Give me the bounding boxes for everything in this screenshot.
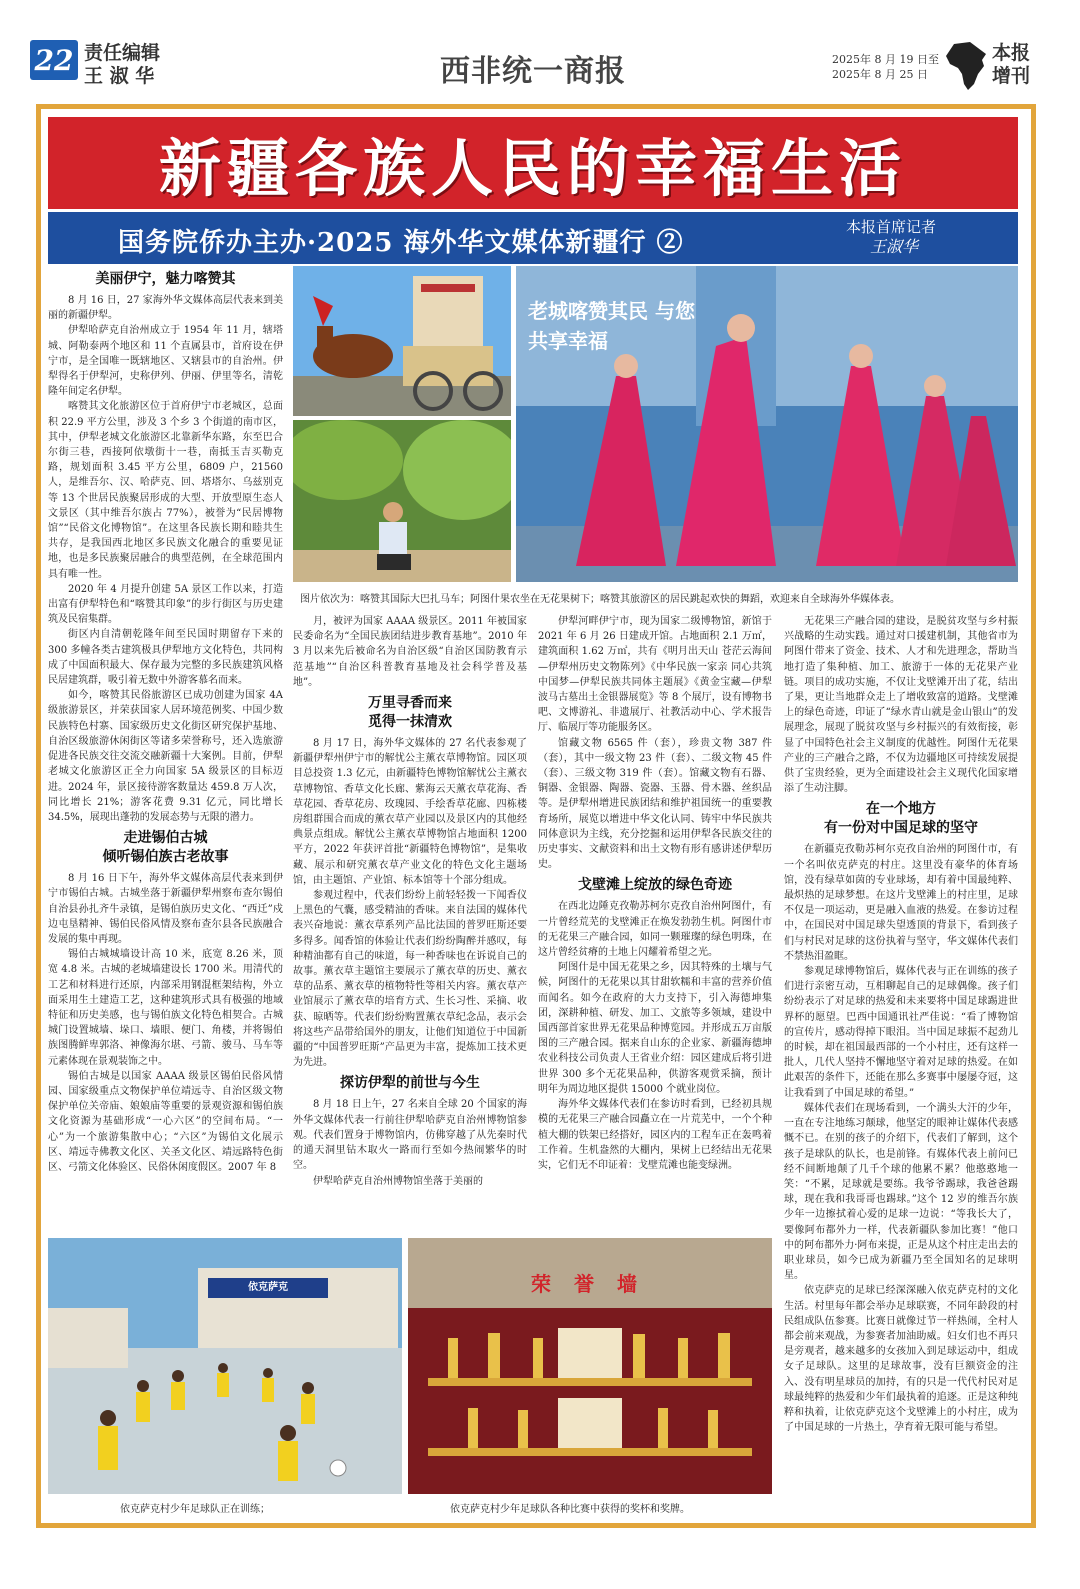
paragraph: 媒体代表们在现场看到，一个满头大汗的少年，一直在专注地练习颠球，他坚定的眼神让媒体代表感慨不已。在别的孩子的介绍下，代表们了解到，这个孩子是球队的队长，也是前锋。有媒体代表上前问已经不间断地颠了几千个球的他累不累？他憨憨地一笑：“不累，足球就是要练。我爷爷踢球，我爸爸踢球，现在我和我哥哥也踢球。”这个 12 岁的维吾尔族少年一边擦拭着心爱的足球一边说：“等我长大了，要像阿布都外力一样，代表新疆队参加比赛！”他口中的阿布都外力·阿布来提，正是从这个村庄走出去的职业球员，如今已成为新疆乃至全国知名的足球明星。 bbox=[784, 1102, 1018, 1282]
caption-bottom-left: 依克萨克村少年足球队正在训练； bbox=[120, 1504, 270, 1515]
reporter-label: 本报首席记者 bbox=[846, 218, 937, 236]
section-heading: 在一个地方 bbox=[866, 801, 936, 818]
paragraph: 月，被评为国家 AAAA 级景区。2011 年被国家民委命名为“全国民族团结进步教育基地”。2010 年 3 月以来先后被命名为自治区级“自治区国防教育示范基地”“自治区科普教育基地及社会科学普及基地”。 bbox=[293, 616, 527, 688]
photo-fig-farmer bbox=[293, 420, 511, 582]
paragraph: 锡伯古城城墙设计高 10 米，底宽 8.26 米，顶宽 4.8 米。古城的老城墙建设长 1700 米。用清代的工艺和材料进行还原，内部采用钢混框架结构，外立面采用生土建造工艺，这种建筑形式具有极强的地域特征和历史美感，也与锡伯族文化特色相契合。古城城门设置城墙、垛口、墙眼、便门、角楼，并将锡伯族图腾鲜卑郭洛、神像海尔堪、弓箭、骏马、马车等元素体现在景观装饰之中。 bbox=[48, 949, 283, 1067]
paragraph: 伊犁哈萨克自治州成立于 1954 年 11 月，辖塔城、阿勒泰两个地区和 11 个直属县市，首府设在伊宁市，是全国唯一既辖地区、又辖县市的自治州。伊犁得名于伊犁河，史称伊列、伊丽、伊里等名，清乾隆年间定名伊犁。 bbox=[48, 325, 283, 398]
page-number: 22 bbox=[30, 40, 78, 80]
paragraph: 街区内自清朝乾隆年间至民国时期留存下来的 300 多幢各类古建筑极具伊犁地方文化特色，共同构成了中国面积最大、保存最为完整的多民族建筑风格民居建筑群，吸引着无数中外游客慕名而来。 bbox=[48, 629, 283, 687]
africa-map-icon bbox=[944, 40, 988, 92]
photo-sign-text: 老城喀赞其民 与您共享幸福 bbox=[528, 299, 695, 353]
section-heading: 觅得一抹清欢 bbox=[368, 714, 452, 731]
subtitle-banner bbox=[48, 212, 1018, 264]
paragraph: 参观过程中，代表们纷纷上前轻轻拨一下闻香仪上黑色的气囊，感受精油的香味。来自法国的媒体代表兴奋地说：薰衣草系列产品比法国的普罗旺斯还要多得多。闻香馆的体验让代表们纷纷陶醉并感叹，每种精油都有自己的味道，每一种香味也在诉说自己的故事。薰衣草主题馆主要展示了薰衣草的历史、薰衣草的品系、薰衣草的植物特性等相关内容。薰衣草产业馆展示了薰衣草的培育方式、生长习性、采摘、收获、晾晒等。代表们纷纷购置薰衣草纪念品，表示会将这些产品带给国外的朋友，让他们知道位于中国新疆的“中国普罗旺斯”产品更为丰富，提炼加工技术更为先进。 bbox=[293, 890, 527, 1069]
section-heading: 走进锡伯古城 bbox=[123, 830, 208, 847]
editor-block bbox=[84, 42, 160, 88]
paragraph: 8 月 18 日上午，27 名来自全球 20 个国家的海外华文媒体代表一行前往伊犁哈萨克自治州博物馆参观。代表们置身于博物馆内，仿佛穿越了从先秦时代的通天洞里钻木取火一路而行至如今热闹繁华的时空。 bbox=[293, 1099, 527, 1172]
section-heading: 有一份对中国足球的坚守 bbox=[824, 820, 978, 837]
date-end: 2025年 8 月 25 日 bbox=[832, 68, 928, 81]
paragraph: 馆藏文物 6565 件（套），珍贵文物 387 件（套），其中一级文物 23 件（套）、二级文物 45 件（套）、三级文物 319 件（套）。馆藏文物有石器、铜器、金银器、陶器、瓷器、玉器、骨木器、丝织品等。是伊犁州增进民族团结和维护祖国统一的重要教育场所，展览以增进中华文化认同、铸牢中华民族共同体意识为主线，充分挖掘和运用伊犁各民族交往的历史事实、文献资料和出土文物有形有感讲述伊犁历史。 bbox=[538, 737, 772, 871]
article-column-2 bbox=[293, 614, 527, 1230]
paragraph: 8 月 16 日下午，海外华文媒体高层代表来到伊宁市锡伯古城。古城坐落于新疆伊犁州察布查尔锡伯自治县孙扎齐牛录镇，是锡伯族历史文化、“西迁”戍边屯垦精神、锡伯民俗风情及察布查尔县各民族融合发展的集中再现。 bbox=[48, 873, 283, 945]
page-header bbox=[0, 0, 1080, 100]
section-heading: 戈壁滩上绽放的绿色奇迹 bbox=[578, 877, 732, 894]
caption-bottom-right: 依克萨克村少年足球队各种比赛中获得的奖杯和奖牌。 bbox=[450, 1504, 690, 1515]
paragraph: 2020 年 4 月提升创建 5A 景区工作以来，打造出富有伊犁特色和“喀赞其印象”的步行街区与历史建筑及民宿集群。 bbox=[48, 583, 283, 626]
article-column-3 bbox=[538, 614, 772, 1230]
paragraph: 锡伯古城是以国家 AAAA 级景区锡伯民俗风情园、国家级重点文物保护单位靖远寺、自治区级文物保护单位关帝庙、娘娘庙等重要的景观资源和锡伯族文化资源为基础形成“一心六区”的空间布局。“一心”为一个旅游集散中心；“六区”为锡伯文化展示区、靖远寺佛教文化区、关圣文化区、靖远路特色街区、弓箭文化体验区、民俗休闲度假区。2007 年 8 bbox=[48, 1070, 283, 1173]
paragraph: 8 月 17 日，海外华文媒体的 27 名代表参观了新疆伊犁州伊宁市的解忧公主薰衣草博物馆。园区项目总投资 1.3 亿元，由新疆特色博物馆解忧公主薰衣草博物馆、香草文化长廊、紫海云天薰衣草花海、香草花园、香草花房、玫瑰园、手绘香草花廊、四栋楼房组群围合而成的薰衣草产业园以及景区内的其他经典景点组成。解忧公主薰衣草博物馆占地面积 1200 平方，2022 年获评首批“新疆特色博物馆”，是集收藏、展示和研究薰衣草产业文化的特色文化主题场馆，由主题馆、产业馆、标本馆等十个部分组成。 bbox=[293, 738, 527, 886]
editor-label: 责任编辑 bbox=[84, 42, 161, 64]
paragraph: 依克萨克的足球已经深深融入依克萨克村的文化生活。村里每年都会举办足球联赛，不同年龄段的村民组成队伍参赛。比赛日就像过节一样热闹，全村人都会前来观战，为参赛者加油助威。妇女们也不再只是旁观者，越来越多的女孩加入到足球运动中，组成女子足球队。这里的足球故事，没有巨额资金的注入、没有明星球员的加持，有的只是一代代村民对足球最纯粹的热爱和少年们最执着的追逐。正是这种纯粹和执着，让依克萨克这个戈壁滩上的小村庄，成为了中国足球的一片热土，孕育着无限可能与希望。 bbox=[784, 1285, 1018, 1434]
paragraph: 海外华文媒体代表们在参访时看到，已经初具规模的无花果三产融合园矗立在一片荒芜中，一个个种植大棚的铁架已经搭好，园区内的工程车正在轰鸣着工作着。生机盎然的大棚内，果树上已经结出无花果实，它们无不印证着：戈壁荒滩也能变绿洲。 bbox=[538, 1099, 772, 1171]
editor-name: 王 淑 华 bbox=[84, 65, 155, 87]
headline: 新疆各族人民的幸福生活 bbox=[158, 131, 907, 205]
trophy-wall-sign: 荣 誉 墙 bbox=[531, 1272, 645, 1296]
section-heading: 倾听锡伯族古老故事 bbox=[102, 849, 229, 866]
section-heading: 美丽伊宁，魅力喀赞其 bbox=[95, 271, 236, 287]
article-column-4 bbox=[784, 614, 1018, 1522]
section-heading: 探访伊犁的前世与今生 bbox=[340, 1075, 480, 1092]
supplement-label bbox=[992, 42, 1030, 88]
photo-trophy-wall bbox=[408, 1238, 772, 1494]
photo-dancers bbox=[516, 266, 1018, 582]
supplement-line1: 本报 bbox=[992, 42, 1031, 64]
date-start: 2025年 8 月 19 日至 bbox=[832, 53, 939, 66]
article-column-1 bbox=[48, 266, 283, 1230]
issue-dates bbox=[832, 52, 939, 82]
paragraph: 在新疆克孜勒苏柯尔克孜自治州的阿图什市，有一个名叫依克萨克的村庄。这里没有豪华的体育场馆，没有绿草如茵的专业球场，却有着中国最纯粹、最炽热的足球梦想。在这片戈壁滩上的村庄里，足球不仅是一项运动，更是融入血液的热爱。在参访过程中，在国民对中国足球失望透顶的背景下，看到孩子们与村民对足球的这份执着与坚守，华文媒体代表们不禁热泪盈眶。 bbox=[784, 844, 1018, 962]
paragraph: 伊犁哈萨克自治州博物馆坐落于美丽的 bbox=[313, 1175, 483, 1187]
paragraph: 无花果三产融合园的建设，是脱贫攻坚与乡村振兴战略的生动实践。通过对口援建机制，其他省市为阿图什带来了资金、技术、人才和先进理念，帮助当地打造了集种植、加工、旅游于一体的无花果产业链。项目的成功实施，不仅让戈壁滩开出了花，结出了果，更让当地群众走上了增收致富的道路。戈壁滩上的绿色奇迹，印证了“绿水青山就是金山银山”的发展理念，展现了脱贫攻坚与乡村振兴的有效衔接，彰显了中国特色社会主义制度的优越性。阿图什无花果产业的三产融合之路，不仅为边疆地区可持续发展提供了宝贵经验，更为全面建设社会主义现代化国家增添了生动注脚。 bbox=[784, 616, 1018, 795]
paragraph: 伊犁河畔伊宁市，现为国家二级博物馆，新馆于 2021 年 6 月 26 日建成开馆。占地面积 2.1 万㎡，建筑面积 1.62 万㎡，共有《明月出天山 苍茫云海间—伊犁州历史文物陈列》《中华民族一家亲 同心共筑中国梦—伊犁民族共同体主题展》《黄金宝藏—伊犁波马古墓出土金银器展览》等 8 个展厅，设有博物书吧、文博游礼、非遗展厅、社教活动中心、学术报告厅、临展厅等功能服务区。 bbox=[538, 616, 772, 734]
paragraph: 阿图什是中国无花果之乡，因其特殊的土壤与气候，阿图什的无花果以其甘甜软糯和丰富的营养价值而闻名。如今在政府的大力支持下，引入海德坤集团，深耕种植、研发、加工、文旅等多领域，建设中国西部首家世界无花果品种博览园。并形成五万亩版图的三产融合园。据来自山东的企业家、新疆海德坤农业科技公司负责人王省业介绍：园区建成后将引进世界 300 多个无花果品种，供游客观赏采摘，预计明年为周边地区提供 15000 个就业岗位。 bbox=[538, 962, 772, 1095]
paragraph: 喀赞其文化旅游区位于首府伊宁市老城区，总面积 22.9 平方公里，涉及 3 个乡 3 个街道的南市区，其中，伊犁老城文化旅游区北靠新华东路，东至巴合尔街三巷，西接阿依墩街十一巷，南抵玉吉买勒克路，规划面积 3.45 平方公里，6809 户，21560 人，是维吾尔、汉、哈萨克、回、塔塔尔、乌兹别克等 13 个世居民族聚居形成的大型、开放型原生态人文景区（其中维吾尔族占 77%），被誉为“民居博物馆”“民俗文化博物馆”。在这里各民族长期和睦共生共存，是我国西北地区多民族文化融合的重要见证地，也是多民族聚居融合的典型范例，在全球范围内具有唯一性。 bbox=[48, 401, 283, 580]
masthead: 西非统一商报 bbox=[440, 54, 626, 89]
paragraph: 8 月 16 日，27 家海外华文媒体高层代表来到美丽的新疆伊犁。 bbox=[48, 295, 283, 322]
subtitle: 国务院侨办主办·2025 海外华文媒体新疆行 ② bbox=[118, 228, 684, 258]
headline-banner bbox=[48, 117, 1018, 209]
school-sign: 依克萨克 bbox=[248, 1282, 288, 1293]
section-heading: 万里寻香而来 bbox=[368, 695, 452, 712]
photo-football-training bbox=[48, 1238, 402, 1494]
paragraph: 在西北边陲克孜勒苏柯尔克孜自治州阿图什，有一片曾经荒芜的戈壁滩正在焕发勃勃生机。阿图什市的无花果三产融合园，如同一颗璀璨的绿色明珠，在这片曾经贫瘠的土地上闪耀着希望之光。 bbox=[538, 901, 772, 959]
supplement-line2: 增刊 bbox=[992, 65, 1031, 87]
paragraph: 参观足球博物馆后，媒体代表与正在训练的孩子们进行亲密互动，互相聊起自己的足球偶像。孩子们纷纷表示了对足球的热爱和未来要将中国足球踢进世界杯的愿望。巴西中国通讯社严佳说：“看了博物馆的宣传片，感动得掉下眼泪。当中国足球振不起劲儿的时候，却在祖国最西部的一个小村庄，还有这样一批人，几代人坚持不懈地坚守着对足球的热爱。在如此艰苦的条件下，还能在那么多赛事中屡屡夺冠，这让我看到了中国足球的希望。” bbox=[784, 966, 1018, 1099]
photo-horse-carriage bbox=[293, 266, 511, 416]
reporter-name: 王淑华 bbox=[870, 237, 919, 256]
paragraph: 如今，喀赞其民俗旅游区已成功创建为国家 4A 级旅游景区，并荣获国家人居环境范例奖、中国少数民族特色村寨、国家级历史文化街区研究保护基地、自治区级旅游休闲街区等诸多荣誉称号，还入选旅游促进各民族交往交流交融新疆十大案例。目前，伊犁老城文化旅游区正全力向国家 5A 级景区的目标迈进。2024 年，景区接待游客数量达 459.8 万人次，同比增长 21%；游客花费 9.31 亿元，同比增长 34.5%，展现出蓬勃的发展态势与无限的潜力。 bbox=[48, 690, 283, 823]
photo-caption-top: 图片依次为：喀赞其国际大巴扎马车；阿图什果农坐在无花果树下；喀赞其旅游区的居民跳起欢快的舞蹈，欢迎来自全球海外华媒体表。 bbox=[300, 594, 900, 605]
